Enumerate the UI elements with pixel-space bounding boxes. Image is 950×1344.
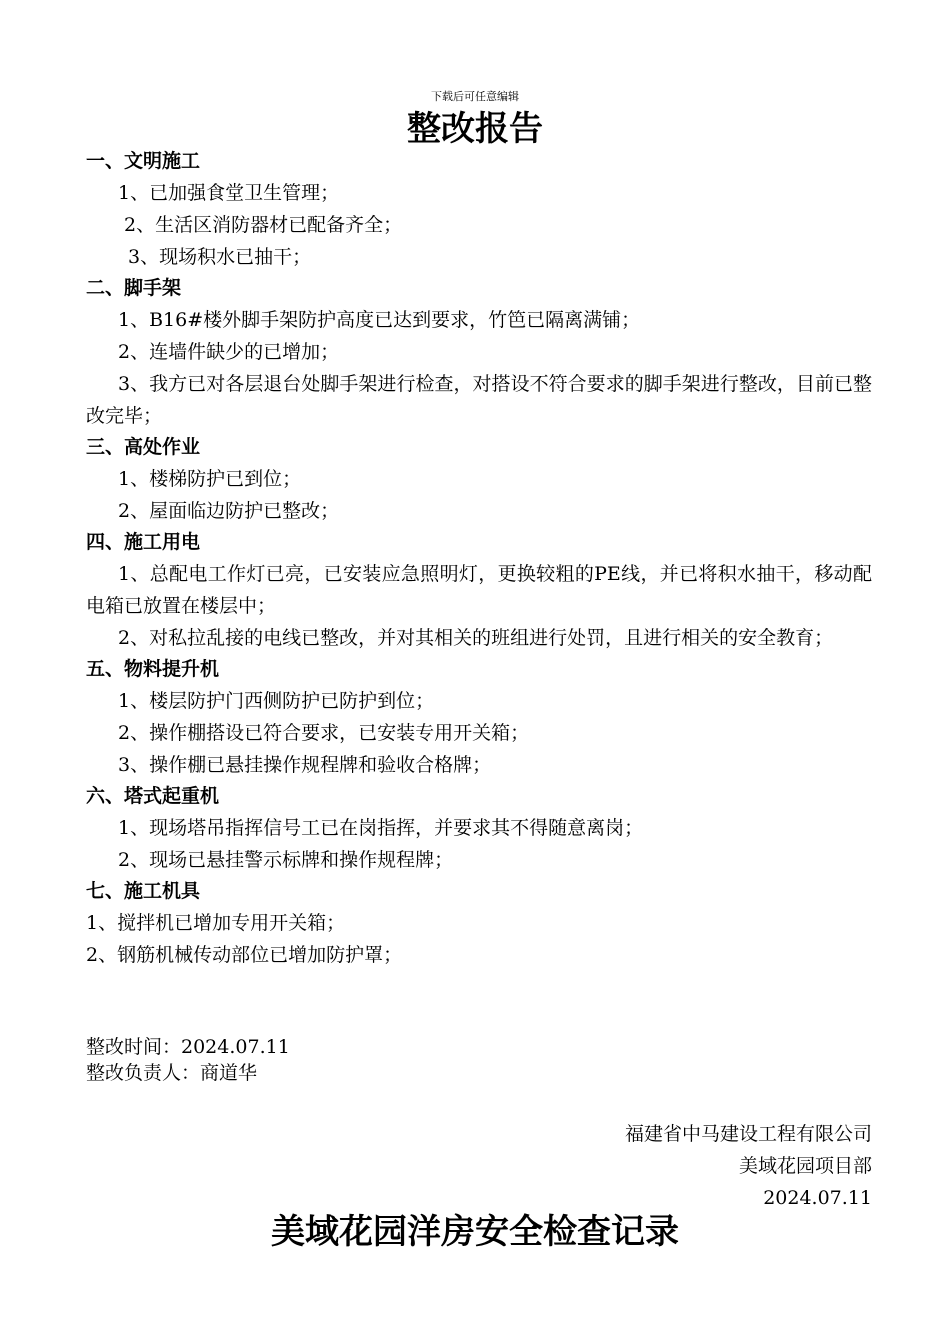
department-name: 美域花园项目部 <box>738 1155 872 1177</box>
report-title: 整改报告 <box>407 109 543 149</box>
company-name: 福建省中马建设工程有限公司 <box>624 1123 872 1145</box>
download-note: 下载后可任意编辑 <box>431 90 519 103</box>
signature-block <box>625 1118 872 1214</box>
list-item: 3、现场积水已抽干； <box>128 246 312 268</box>
list-item: 2、对私拉乱接的电线已整改，并对其相关的班组进行处罚，且进行相关的安全教育； <box>118 627 834 649</box>
list-item: 2、生活区消防器材已配备齐全； <box>124 214 403 236</box>
list-item: 1、搅拌机已增加专用开关箱； <box>86 912 346 934</box>
list-item: 2、现场已悬挂警示标牌和操作规程牌； <box>118 849 454 871</box>
list-item: 3、我方已对各层退台处脚手架进行检查，对搭设不符合要求的脚手架进行整改，目前已整改完毕； <box>86 373 872 427</box>
rectification-meta <box>86 1034 290 1086</box>
section-work-at-height <box>86 432 872 527</box>
list-item: 2、操作棚搭设已符合要求，已安装专用开关箱； <box>118 722 530 744</box>
section-title: 一、文明施工 <box>86 150 201 172</box>
list-item: 1、B16#楼外脚手架防护高度已达到要求，竹笆已隔离满铺； <box>118 309 641 331</box>
list-item: 1、现场塔吊指挥信号工已在岗指挥，并要求其不得随意离岗； <box>118 817 644 839</box>
list-item: 2、连墙件缺少的已增加； <box>118 341 340 363</box>
section-title: 三、高处作业 <box>86 436 201 458</box>
list-item: 2、屋面临边防护已整改； <box>118 500 340 522</box>
list-item: 1、已加强食堂卫生管理； <box>118 182 340 204</box>
section-title: 五、物料提升机 <box>86 658 220 680</box>
rectification-person: 整改负责人：商道华 <box>86 1062 258 1084</box>
signature-date: 2024.07.11 <box>763 1187 872 1209</box>
report-body <box>86 146 872 971</box>
section-title: 七、施工机具 <box>86 880 201 902</box>
section-title: 四、施工用电 <box>86 531 201 553</box>
section-construction-electricity <box>86 527 872 654</box>
section-civilized-construction <box>86 146 872 273</box>
list-item: 3、操作棚已悬挂操作规程牌和验收合格牌； <box>118 754 492 776</box>
rectification-time: 整改时间：2024.07.11 <box>86 1036 290 1058</box>
list-item: 1、总配电工作灯已亮，已安装应急照明灯，更换较粗的PE线，并已将积水抽干，移动配电箱已放置在楼层中； <box>86 563 872 617</box>
list-item: 2、钢筋机械传动部位已增加防护罩； <box>86 944 403 966</box>
list-item: 1、楼层防护门西侧防护已防护到位； <box>118 690 435 712</box>
section-scaffolding <box>86 273 872 432</box>
section-material-hoist <box>86 654 872 781</box>
list-item: 1、楼梯防护已到位； <box>118 468 302 490</box>
section-construction-machinery <box>86 876 872 971</box>
section-title: 六、塔式起重机 <box>86 785 220 807</box>
section-tower-crane <box>86 781 872 876</box>
inspection-record-title: 美域花园洋房安全检查记录 <box>271 1212 679 1252</box>
section-title: 二、脚手架 <box>86 277 182 299</box>
